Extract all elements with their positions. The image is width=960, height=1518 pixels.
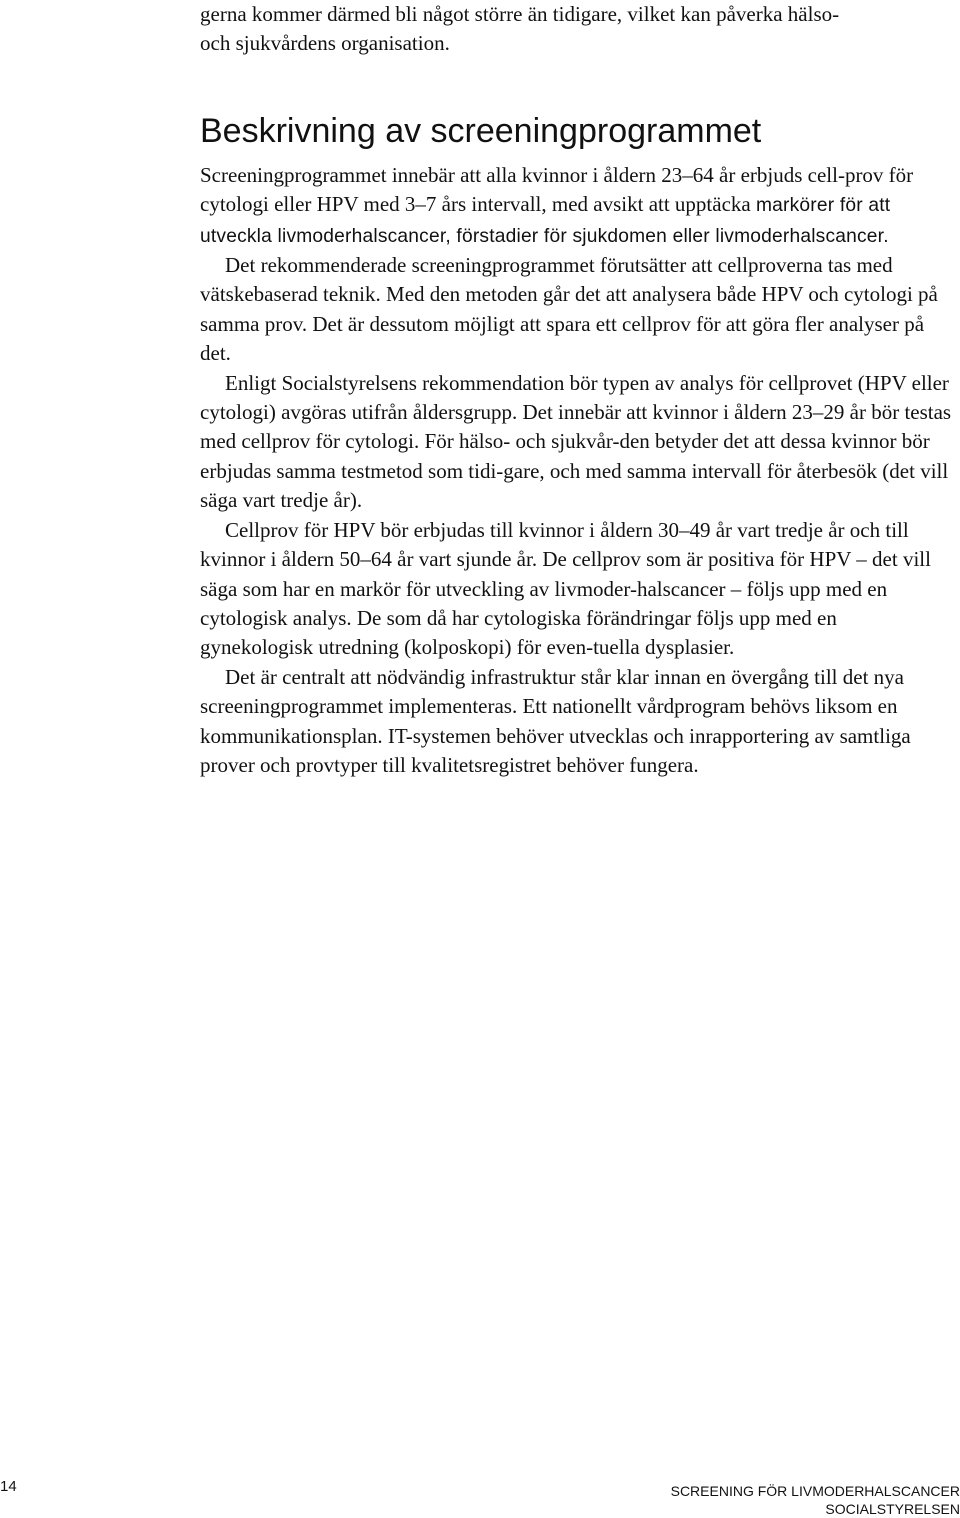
lead-in-line-1: gerna kommer därmed bli något större än tidigare, vilket kan påverka hälso- bbox=[200, 2, 840, 26]
section-heading: Beskrivning av screeningprogrammet bbox=[200, 111, 762, 150]
footer-title: SCREENING FÖR LIVMODERHALSCANCER bbox=[670, 1483, 960, 1499]
intro-paragraph bbox=[200, 161, 952, 251]
page-footer bbox=[0, 1476, 960, 1516]
lead-in-paragraph bbox=[200, 0, 952, 59]
intro-serif-text: Screeningprogrammet innebär att alla kvinnor i åldern 23–64 år erbjuds cell-prov för cytologi eller HPV med 3–7 års intervall, med avsikt att upptäcka bbox=[200, 162, 914, 217]
paragraph-infrastructure: Det är centralt att nödvändig infrastruktur står klar innan en övergång till det nya screeningprogrammet implementeras. Ett nationellt vårdprogram behövs liksom en kommunikationsplan. IT-systemen behöver utvecklas och inrapportering av samtliga prover och provtyper till kvalitetsregistret behöver fungera. bbox=[200, 664, 911, 777]
lead-in-line-2: och sjukvårdens organisation. bbox=[200, 31, 450, 56]
page-number: 14 bbox=[0, 1478, 17, 1495]
paragraph-liquid-based: Det rekommenderade screeningprogrammet förutsätter att cellproverna tas med vätskebaserad teknik. Med den metoden går det att analysera både HPV och cytologi på samma prov. Det är dessutom möjligt att spara ett cellprov för att göra fler analyser på det. bbox=[200, 253, 938, 366]
paragraph-recommendation: Enligt Socialstyrelsens rekommendation bör typen av analys för cellprovet (HPV eller cytologi) avgöras utifrån åldersgrupp. Det innebär att kvinnor i åldern 23–29 år bör testas med cellprov för cytologi. För hälso- och sjukvår-den betyder det att dessa kvinnor bör erbjudas samma testmetod som tidi-gare, och med samma intervall för återbesök (det vill säga vart tredje år). bbox=[200, 370, 952, 513]
intro-sans-text: markörer för att utveckla livmoderhalscancer, förstadier för sjukdomen eller livmoderhalscancer. bbox=[200, 195, 891, 247]
text-column bbox=[200, 0, 952, 780]
paragraph-hpv-followup: Cellprov för HPV bör erbjudas till kvinnor i åldern 30–49 år vart tredje år och till kvinnor i åldern 50–64 år vart sjunde år. De cellprov som är positiva för HPV – det vill säga som har en markör för utveckling av livmoder-halscancer – följs upp med en cytologisk analys. De som då har cytologiska förändringar följs upp med en gynekologisk utredning (kolposkopi) för even-tuella dysplasier. bbox=[200, 517, 931, 660]
footer-publisher: SOCIALSTYRELSEN bbox=[825, 1501, 960, 1517]
footer-publication-info bbox=[671, 1482, 960, 1518]
